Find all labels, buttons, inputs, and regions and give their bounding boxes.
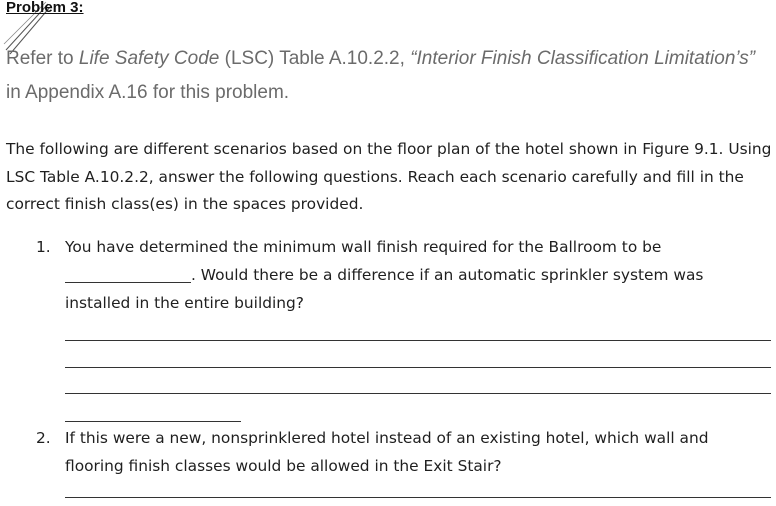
intro-paragraph xyxy=(6,42,766,110)
question-2-text: If this were a new, nonsprinklered hotel instead of an existing hotel, which wall and flooring finish classes would be allowed in the Exit Stair? xyxy=(65,429,709,475)
intro-lsc-title: Life Safety Code xyxy=(78,48,220,69)
question-1-text xyxy=(65,233,772,317)
intro-text-3: in Appendix A.16 for this problem. xyxy=(6,82,290,103)
question-1-inline-blank[interactable] xyxy=(65,266,191,283)
question-1-text-before: You have determined the minimum wall finish required for the Ballroom to be xyxy=(65,238,662,256)
question-1-number: 1. xyxy=(36,238,51,256)
answer-line[interactable] xyxy=(65,421,241,422)
intro-table-title: “Interior Finish Classification Limitation’s” xyxy=(410,48,756,69)
intro-text-1: Refer to xyxy=(6,48,79,69)
problem-heading: Problem 3: xyxy=(6,0,84,16)
question-2 xyxy=(36,424,772,480)
answer-line[interactable] xyxy=(65,340,771,341)
question-1 xyxy=(36,233,772,317)
question-2-number: 2. xyxy=(36,429,51,447)
answer-line[interactable] xyxy=(65,497,771,498)
question-1-text-after: . Would there be a difference if an automatic sprinkler system was installed in the entire building? xyxy=(65,266,704,312)
intro-text-2: (LSC) Table A.10.2.2, xyxy=(219,48,411,69)
answer-line[interactable] xyxy=(65,367,771,368)
instructions-paragraph: The following are different scenarios based on the floor plan of the hotel shown in Figure 9.1. Using LSC Table A.10.2.2, answer the following questions. Reach each scenario carefully and fill in the correct finish class(es) in the spaces provided. xyxy=(6,140,772,213)
answer-line[interactable] xyxy=(65,393,771,394)
